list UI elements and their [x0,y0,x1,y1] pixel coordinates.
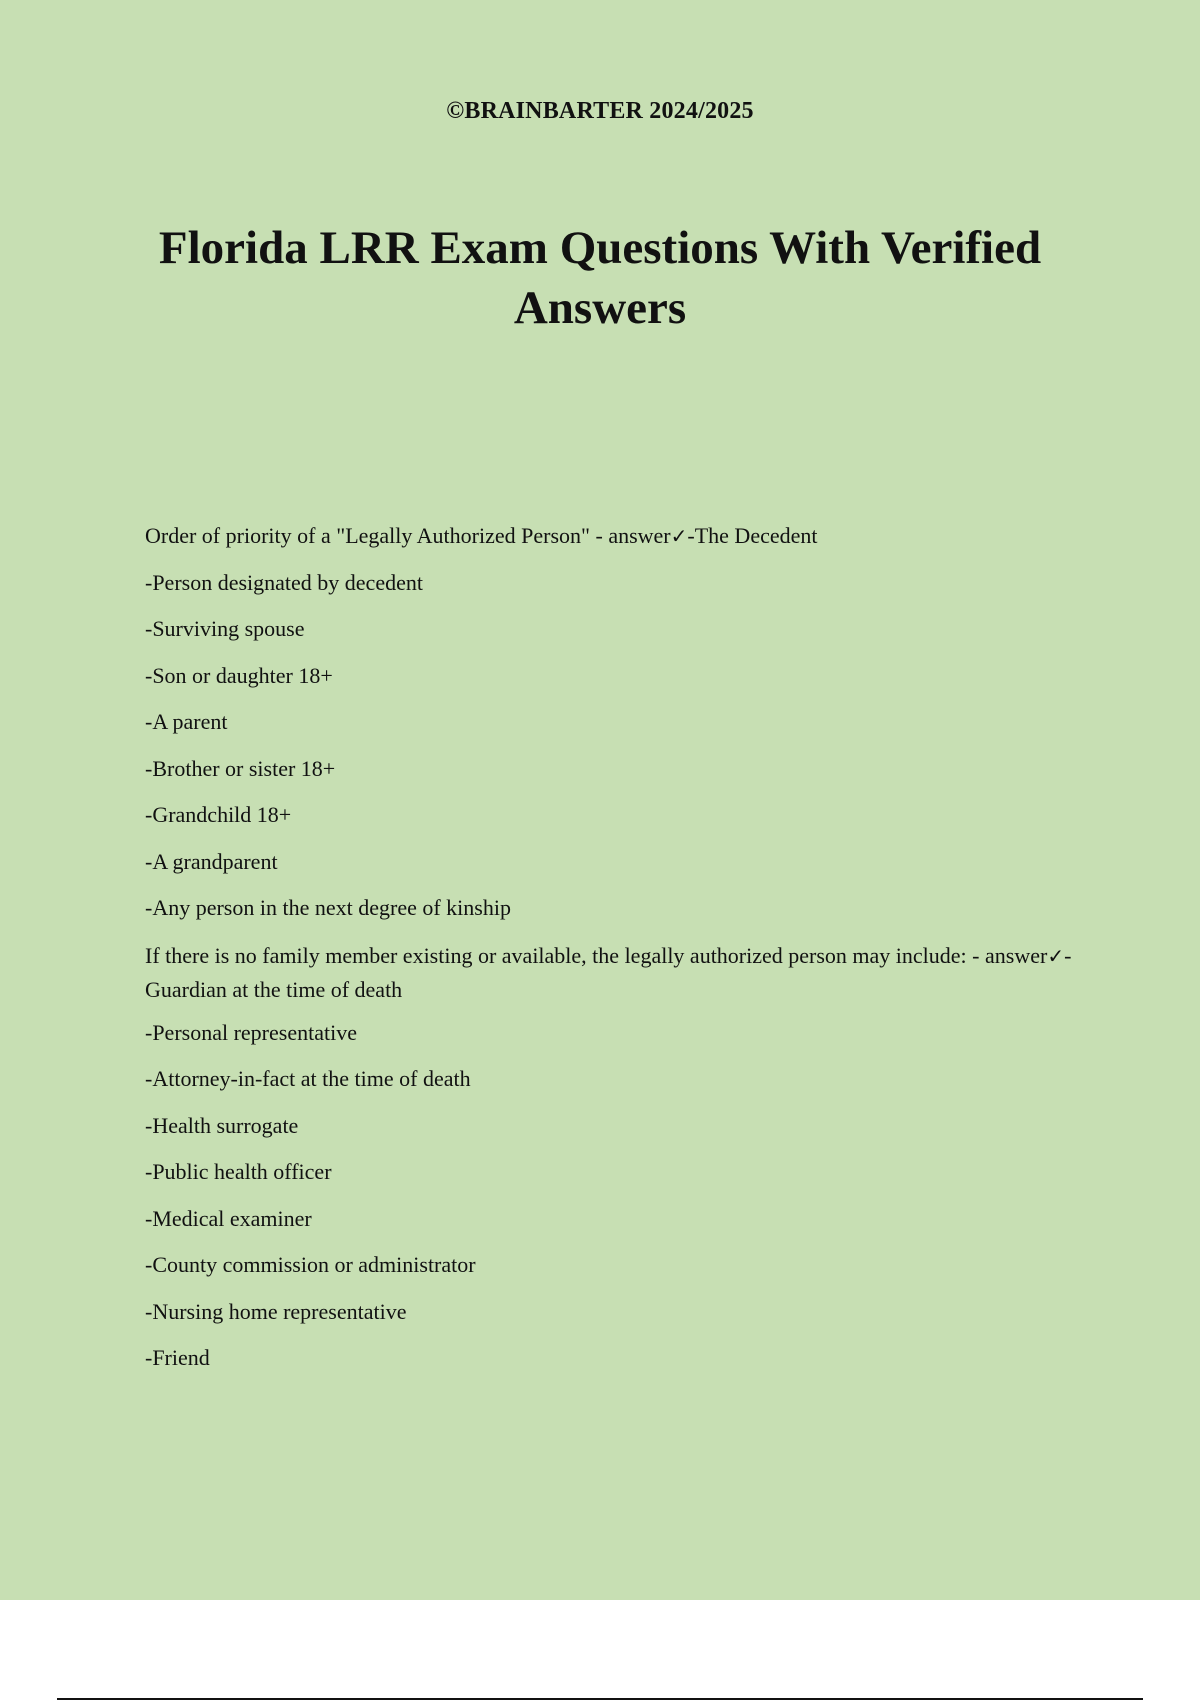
document-title: Florida LRR Exam Questions With Verified Answers [158,222,1042,334]
answer-item: -County commission or administrator [145,1252,476,1277]
question-1-first-answer: -The Decedent [687,523,818,548]
answer-item: -Nursing home representative [145,1298,407,1324]
answer-item: -Public health officer [145,1159,332,1184]
answer-item: -Son or daughter 18+ [145,662,333,688]
copyright-header: ©BRAINBARTER 2024/2025 [446,98,754,124]
checkmark-icon: ✓ [1047,943,1065,968]
question-content [145,520,1085,1389]
answer-item: -Personal representative [145,1019,357,1045]
answer-item: -Brother or sister 18+ [145,755,336,781]
answer-item: -A parent [145,709,228,734]
answer-item: -Attorney-in-fact at the time of death [145,1066,471,1091]
answer-item: -A grandparent [145,848,278,874]
question-2-first-answer: -Guardian at the time of death [145,942,1072,1002]
checkmark-icon: ✓ [670,524,688,548]
answer-item: -Medical examiner [145,1205,312,1231]
answer-item: -Surviving spouse [145,616,305,641]
answer-item: -Person designated by decedent [145,569,423,595]
answer-item: -Grandchild 18+ [145,802,292,827]
question-2-text: If there is no family member existing or available, the legally authorized person may include: - answer [145,942,1048,968]
question-1-text: Order of priority of a "Legally Authorized Person" - answer [145,523,671,548]
question-1 [145,520,1085,567]
answer-item: -Health surrogate [145,1112,299,1138]
answer-item: -Any person in the next degree of kinship [145,895,511,920]
answer-item: -Friend [145,1345,210,1370]
question-2 [145,939,1085,1007]
